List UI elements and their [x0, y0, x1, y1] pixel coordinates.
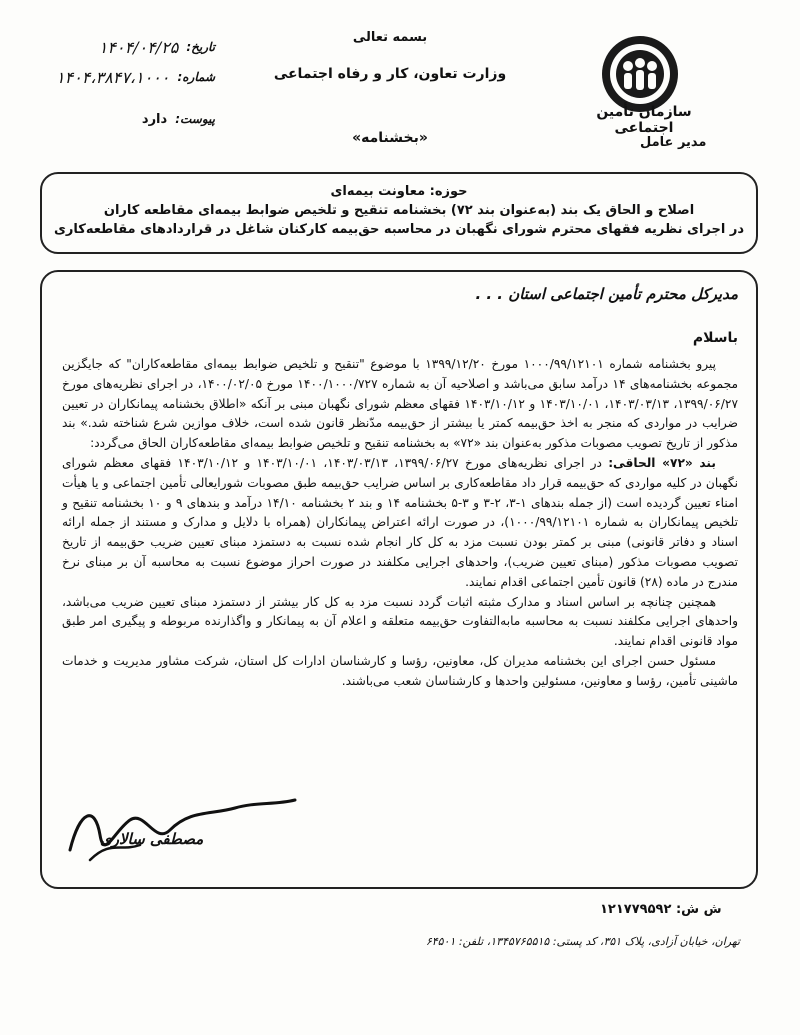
- attachment-value: دارد: [141, 111, 168, 127]
- paragraph-4: مسئول حسن اجرای این بخشنامه مدیران کل، معاونین، رؤسا و کارشناسان ادارات کل استان، شرکت مشاور مدیریت و خدمات ماشینی تأمین، رؤسا و معاونین، مسئولین واحدها و کارشناسان شعب می‌باشند.: [62, 653, 738, 688]
- basmala: بسمه تعالی: [352, 30, 428, 45]
- date-label: تاریخ:: [186, 40, 215, 54]
- date-row: [55, 36, 215, 58]
- signer-name: مصطفی سالاری: [100, 830, 204, 848]
- clause-72-lead: بند «۷۲» الحاقی:: [608, 455, 716, 470]
- postal-code: ش ش: ۱۲۱۷۷۹۵۹۲: [600, 902, 722, 917]
- number-label: شماره:: [177, 70, 215, 84]
- org-subtitle: مدیر عامل: [640, 135, 707, 150]
- attachment-row: [55, 108, 215, 130]
- org-name: سازمان تأمین اجتماعی: [596, 104, 692, 136]
- subject-line-1: اصلاح و الحاق یک بند (به‌عنوان بند ۷۲) بخشنامه تنقیح و تلخیص ضوابط بیمه‌ای مقاطعه کاران: [103, 203, 695, 218]
- domain-line: حوزه: معاونت بیمه‌ای: [330, 184, 468, 199]
- document-type: «بخشنامه»: [352, 130, 428, 146]
- greeting: باسلام: [692, 330, 738, 346]
- number-value: ۱۴۰۴،۳۸۴۷،۱۰۰۰: [56, 67, 170, 87]
- paragraph-2: [62, 454, 738, 593]
- paragraph-3: همچنین چنانچه بر اساس اسناد و مدارک مثبته اثبات گردد نسبت مزد به کل کار بیشتر از دستمزد مبنای تعیین ضریب می‌باشد، واحدهای اجرایی مکلفند نسبت به محاسبه مابه‌التفاوت حق‌بیمه متعلقه و اعلام آن به پیمانکار و واگذارنده مربوطه و پیگیری امر طبق مواد قانونی اقدام نمایند.: [62, 594, 738, 649]
- recipient-address: مدیرکل محترم تأمین اجتماعی استان . . .: [475, 285, 738, 303]
- letter-body: [62, 355, 738, 692]
- subject-box: [40, 172, 758, 254]
- date-value: ۱۴۰۴/۰۴/۲۵: [98, 37, 179, 57]
- subject-line-2: در اجرای نظریه فقهای محترم شورای نگهبان در محاسبه حق‌بیمه کارکنان شاغل در قراردادهای مقاطعه‌کاری: [54, 222, 744, 237]
- number-row: [55, 66, 215, 88]
- clause-72-text: در اجرای نظریه‌های مورخ ۱۳۹۹/۰۶/۲۷، ۱۴۰۳/۰۳/۱۳، ۱۴۰۳/۱۰/۰۱ و ۱۴۰۳/۱۰/۱۲ فقهای معظم شورای نگهبان در کلیه مواردی که حق‌بیمه قرار داد مقاطعه‌کاری بر اساس ضرایب حق‌بیمه طبق مصوبات شورایعالی تأمین اجتماعی و یا هیأت امناء تعیین گردیده است (از جمله بندهای ۱-۳، ۲-۳ و ۳-۵ بخشنامه ۱۴ و بند ۲ بخشنامه ۱۴/۱۰ درآمد و بندهای ۹ و ۱۰ بخشنامه تنقیح و تلخیص پیمانکاران به شماره ۱۰۰۰/۹۹/۱۲۱۰۱)، در صورت ارائه اعتراض پیمانکاران (همراه با دلایل و مدارک و مستند از جمله ارائه اسناد و دفاتر قانونی) مبنی بر کمتر بودن نسبت مزد به کل کار انجام شده نسبت به دستمزد مبنای تعیین ضریب حق‌بیمه از تاریخ تصویب مصوبات مذکور (مبنای تعیین ضریب)، واحدهای اجرایی مکلفند در صورت احراز موضوع نسبت به محاسبه آن بر مبنای نرخ مندرج در ماده (۲۸) قانون تأمین اجتماعی اقدام نمایند.: [62, 455, 738, 589]
- attachment-label: پیوست:: [175, 112, 215, 126]
- paragraph-1: پیرو بخشنامه شماره ۱۰۰۰/۹۹/۱۲۱۰۱ مورخ ۱۳۹۹/۱۲/۲۰ با موضوع "تنقیح و تلخیص ضوابط بیمه‌ای مقاطعه‌کاران" که جایگزین مجموعه بخشنامه‌های ۱۴ درآمد سابق می‌باشد و اصلاحیه آن به شماره ۱۴۰۰/۱۰۰۰/۷۲۷ مورخ ۱۴۰۰/۰۲/۰۵، در اجرای نظریه‌های مورخ ۱۳۹۹/۰۶/۲۷، ۱۴۰۳/۰۳/۱۳، ۱۴۰۳/۱۰/۰۱ و ۱۴۰۳/۱۰/۱۲ فقهای معظم شورای نگهبان مبنی بر آنکه «اطلاق بخشنامه پیمانکاران در تعیین ضرایب در مواردی که منجر به اخذ حق‌بیمه کمتر یا بیشتر از حق‌بیمه مدّنظر قانون شده است، خلاف موازین شرع شناخته شد.» بند مذکور از تاریخ تصویب مصوبات مذکور به‌عنوان بند «۷۲» به بخشنامه تنقیح و تلخیص ضوابط بیمه‌ای مقاطعه‌کاران الحاق می‌گردد:: [62, 357, 739, 451]
- footer-address: تهران، خیابان آزادی، پلاک ۳۵۱، کد پستی: ۱۳۴۵۷۶۵۵۱۵، تلفن: ۶۴۵۰۱: [425, 935, 740, 948]
- ministry-name: وزارت تعاون، کار و رفاه اجتماعی: [273, 66, 507, 82]
